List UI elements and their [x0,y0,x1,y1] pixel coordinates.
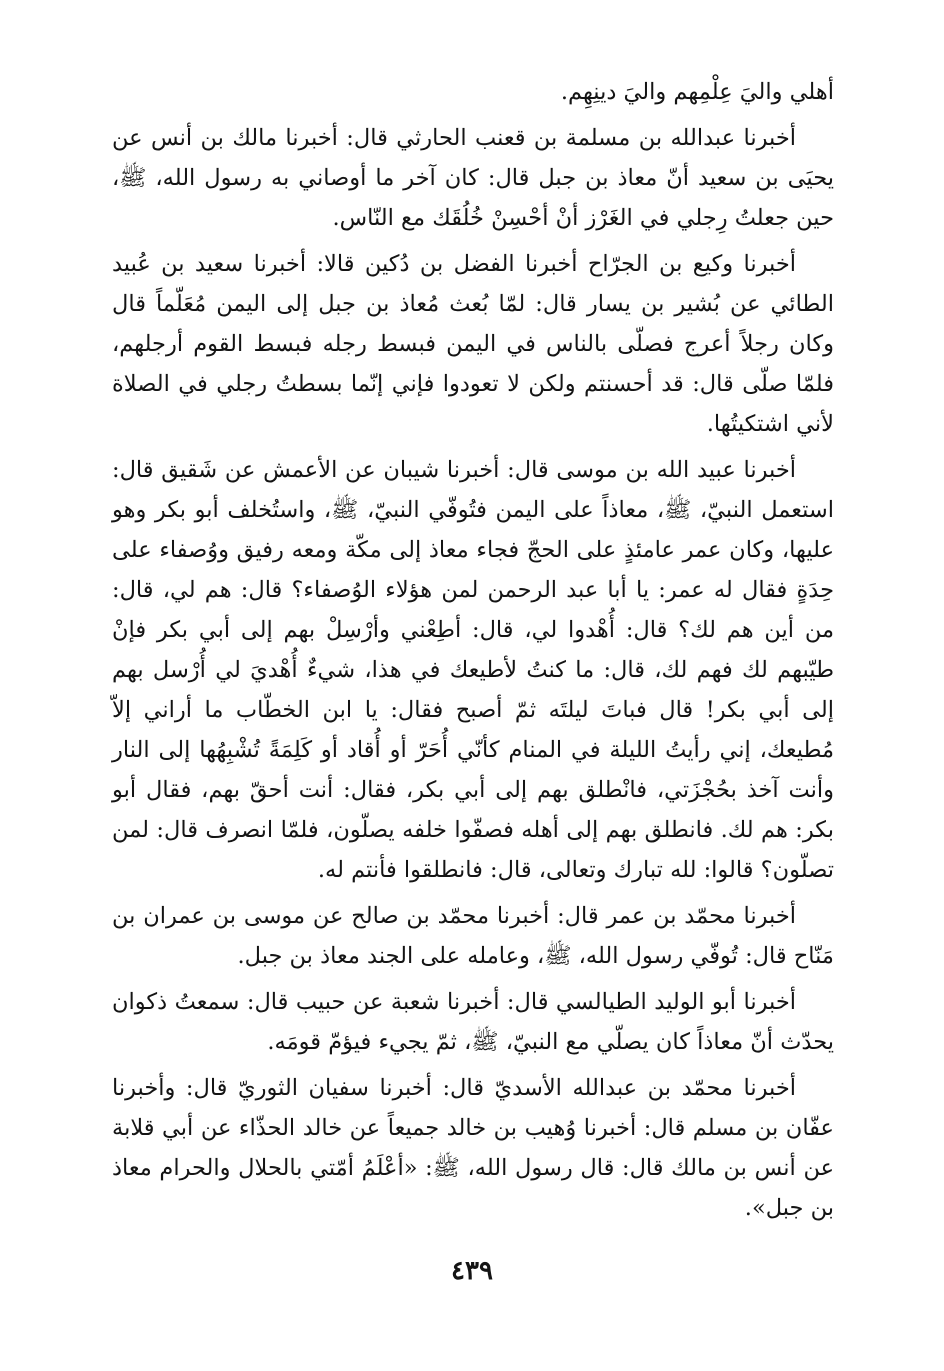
paragraph-hadith-2: أخبرنا وكيع بن الجرّاح أخبرنا الفضل بن دُكين قالا: أخبرنا سعيد بن عُبيد الطائي عن بُشير بن يسار قال: لمّا بُعث مُعاذ بن جبل إلى اليمن مُعَلّماً قال وكان رجلاً أعرج فصلّى بالناس في اليمن فبسط رجله فبسط القوم أرجلهم، فلمّا صلّى قال: قد أحسنتم ولكن لا تعودوا فإني إنّما بسطتُ رجلي في الصلاة لأني اشتكيتُها. [112,251,834,437]
paragraph-hadith-6: أخبرنا محمّد بن عبدالله الأسديّ قال: أخبرنا سفيان الثوريّ قال: وأخبرنا عفّان بن مسلم قال: أخبرنا وُهيب بن خالد جميعاً عن خالد الحذّاء عن أبي قلابة عن أنس بن مالك قال: قال رسول الله، ﷺ: «أعْلَمُ أمّتي بالحلال والحرام معاذ بن جبل». [112,1075,834,1221]
page-body [112,72,834,1332]
paragraph-hadith-3: أخبرنا عبيد الله بن موسى قال: أخبرنا شيبان عن الأعمش عن شَقيق قال: استعمل النبيّ، ﷺ، معاذاً على اليمن فتُوفّي النبيّ، ﷺ، واستُخلف أبو بكر وهو عليها، وكان عمر عامئذٍ على الحجّ فجاء معاذ إلى مكّة ومعه رفيق ووُصفاء على حِدَةٍ فقال له عمر: يا أبا عبد الرحمن لمن هؤلاء الوُصفاء؟ قال: هم لي، قال: من أين هم لك؟ قال: أُهْدوا لي، قال: أطِعْني وأرْسِلْ بهم إلى أبي بكر فإنْ طيّبهم لك فهم لك، قال: ما كنتُ لأطيعك في هذا، شيءٌ أُهْديَ لي أُرْسل بهم إلى أبي بكر! قال فباتَ ليلتَه ثمّ أصبح فقال: يا ابن الخطّاب ما أراني إلاّ مُطيعك، إني رأيتُ الليلة في المنام كأنّي أُحَرّ أو أُقاد أو كَلِمَةً تُشْبِهُها إلى النار وأنت آخذ بحُجْزَتي، فانْطلق بهم إلى أبي بكر، فقال: أنت أحقّ بهم، فقال أبو بكر: هم لك. فانطلق بهم إلى أهله فصفّوا خلفه يصلّون، فلمّا انصرف قال: لمن تصلّون؟ قالوا: لله تبارك وتعالى، قال: فانطلقوا فأنتم له. [112,457,834,883]
paragraph-hadith-1: أخبرنا عبدالله بن مسلمة بن قعنب الحارثي قال: أخبرنا مالك بن أنس عن يحيَى بن سعيد أنّ معاذ بن جبل قال: كان آخر ما أوصاني به رسول الله، ﷺ، حين جعلتُ رِجلي في الغَرْز أنْ أحْسِنْ خُلُقَك مع النّاس. [112,125,834,231]
paragraph-hadith-5: أخبرنا أبو الوليد الطيالسي قال: أخبرنا شعبة عن حبيب قال: سمعتُ ذكوان يحدّث أنّ معاذاً كان يصلّي مع النبيّ، ﷺ، ثمّ يجيء فيؤمّ قومَه. [112,989,834,1055]
paragraph-hadith-4: أخبرنا محمّد بن عمر قال: أخبرنا محمّد بن صالح عن موسى بن عمران بن مَنّاح قال: تُوفّي رسول الله، ﷺ، وعامله على الجند معاذ بن جبل. [112,903,834,969]
page-number: ٤٣٩ [451,1256,493,1286]
paragraph-continuation: أهلي واليَ عِلْمِهم واليَ دينِهِم. [560,79,834,105]
